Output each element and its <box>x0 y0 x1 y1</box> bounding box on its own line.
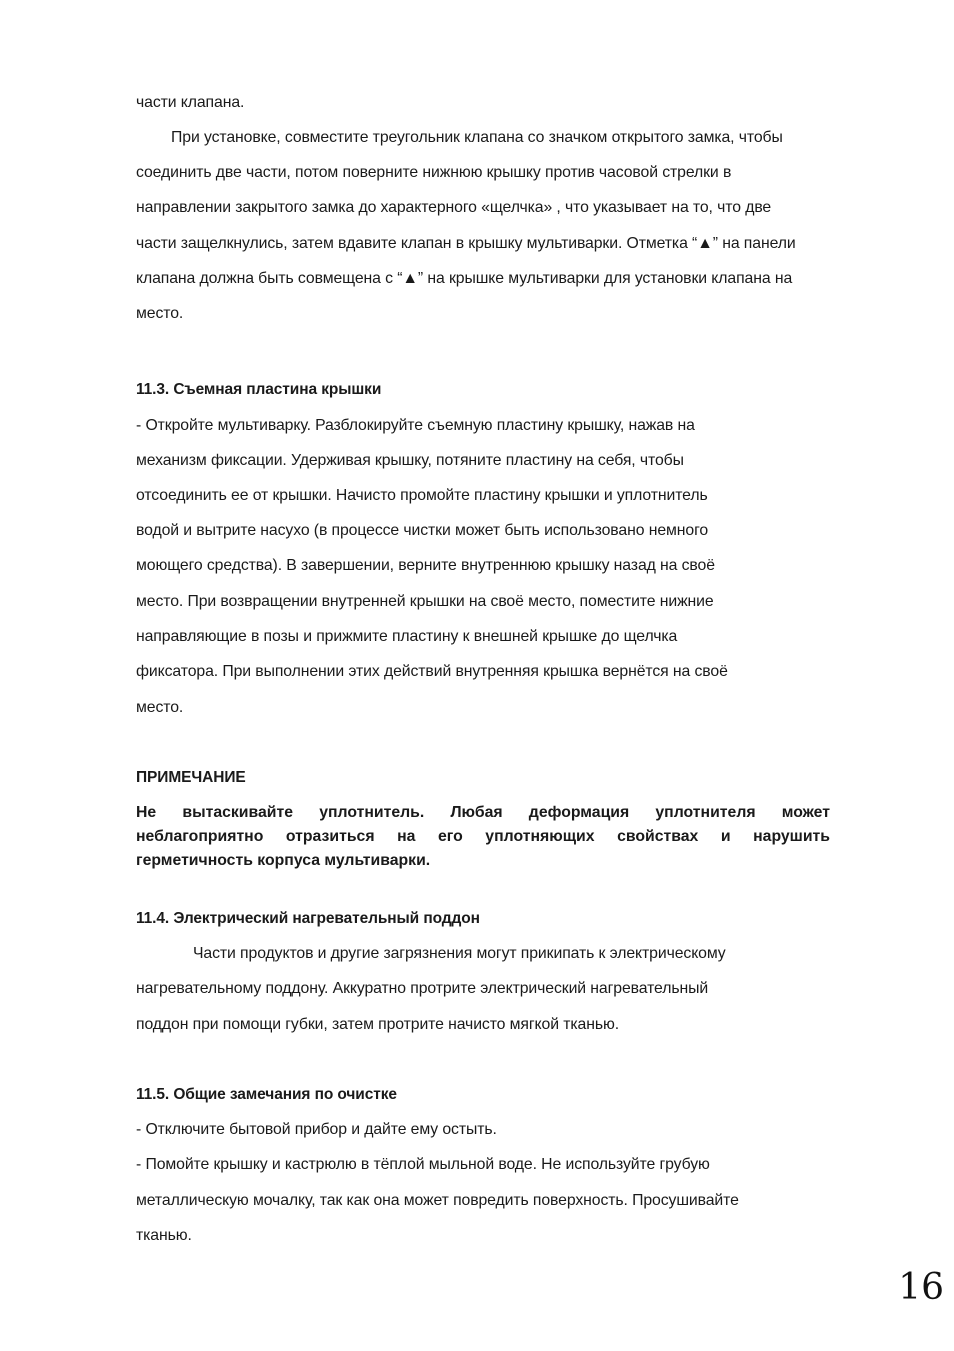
paragraph-line: - Помойте крышку и кастрюлю в тёплой мыльной воде. Не используйте грубую <box>136 1156 710 1173</box>
note-line: неблагоприятно отразиться на его уплотняющих свойствах и нарушить <box>136 828 830 845</box>
paragraph-line: части клапана. <box>136 94 245 111</box>
paragraph-line: фиксатора. При выполнении этих действий внутренняя крышка вернётся на своё <box>136 663 728 680</box>
paragraph-line: поддон при помощи губки, затем протрите начисто мягкой тканью. <box>136 1016 619 1033</box>
paragraph-line: металлическую мочалку, так как она может повредить поверхность. Просушивайте <box>136 1192 739 1209</box>
paragraph-line: При установке, совместите треугольник клапана со значком открытого замка, чтобы <box>171 129 783 146</box>
paragraph-line: Части продуктов и другие загрязнения могут прикипать к электрическому <box>193 945 726 962</box>
paragraph-line: тканью. <box>136 1227 192 1244</box>
paragraph-line: место. При возвращении внутренней крышки на своё место, поместите нижние <box>136 593 714 610</box>
paragraph-line: - Откройте мультиварку. Разблокируйте съемную пластину крышку, нажав на <box>136 417 695 434</box>
paragraph-line: нагревательному поддону. Аккуратно протрите электрический нагревательный <box>136 980 709 997</box>
paragraph-line: место. <box>136 699 184 716</box>
paragraph-line: направлении закрытого замка до характерного «щелчка» , что указывает на то, что две <box>136 199 772 216</box>
paragraph-line: водой и вытрите насухо (в процессе чистки может быть использовано немного <box>136 522 709 539</box>
section-heading-11-3: 11.3. Съемная пластина крышки <box>136 381 382 398</box>
paragraph-line: отсоединить ее от крышки. Начисто промойте пластину крышки и уплотнитель <box>136 487 708 504</box>
paragraph-line: соединить две части, потом поверните нижнюю крышку против часовой стрелки в <box>136 164 732 181</box>
paragraph-line: части защелкнулись, затем вдавите клапан в крышку мультиварки. Отметка “▲” на панели <box>136 235 796 252</box>
paragraph-line: - Отключите бытовой прибор и дайте ему остыть. <box>136 1121 497 1138</box>
section-heading-11-4: 11.4. Электрический нагревательный поддон <box>136 910 480 927</box>
note-line: герметичность корпуса мультиварки. <box>136 852 431 869</box>
paragraph-line: клапана должна быть совмещена с “▲” на крышке мультиварки для установки клапана на <box>136 270 793 287</box>
paragraph-line: место. <box>136 305 184 322</box>
section-heading-11-5: 11.5. Общие замечания по очистке <box>136 1086 397 1103</box>
note-heading: ПРИМЕЧАНИЕ <box>136 769 246 786</box>
page-number: 16 <box>898 1267 944 1308</box>
paragraph-line: направляющие в позы и прижмите пластину к внешней крышке до щелчка <box>136 628 678 645</box>
paragraph-line: моющего средства). В завершении, верните внутреннюю крышку назад на своё <box>136 557 715 574</box>
note-line: Не вытаскивайте уплотнитель. Любая деформация уплотнителя может <box>136 804 830 821</box>
paragraph-line: механизм фиксации. Удерживая крышку, потяните пластину на себя, чтобы <box>136 452 684 469</box>
